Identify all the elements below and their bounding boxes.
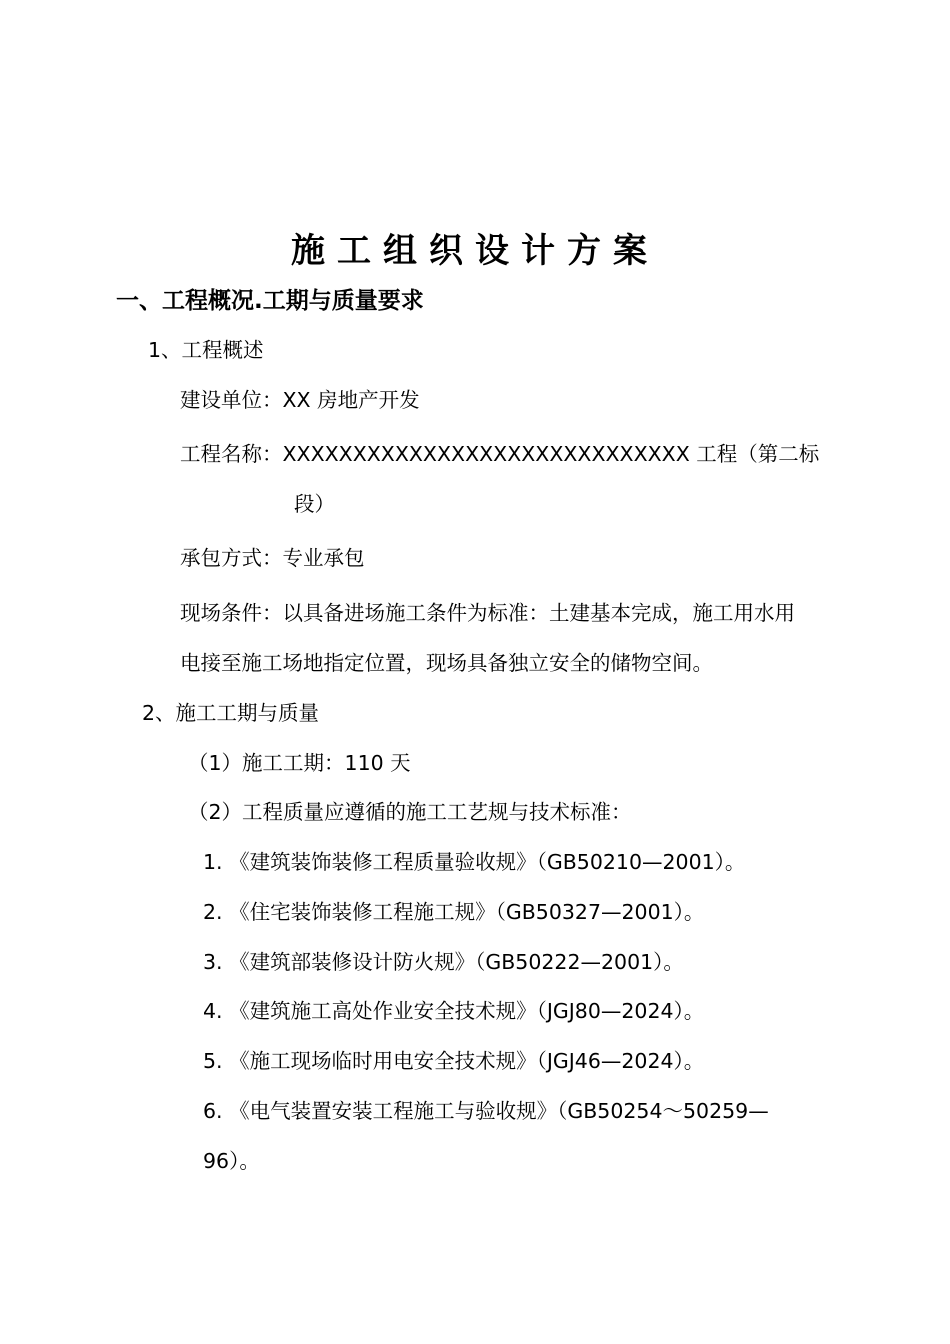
subsection-heading: 1、工程概述	[148, 338, 264, 362]
subsection-heading: 2、施工工期与质量	[142, 701, 320, 725]
field-value: XX 房地产开发	[282, 388, 420, 412]
standard-item: 1. 《建筑装饰装修工程质量验收规》（GB50210—2001）。	[203, 850, 746, 874]
duration-item: （1）施工工期：110 天	[188, 751, 411, 775]
standard-item: 3. 《建筑部装修设计防火规》（GB50222—2001）。	[203, 950, 684, 974]
standard-item: 2. 《住宅装饰装修工程施工规》（GB50327—2001）。	[203, 900, 705, 924]
field-client	[180, 385, 420, 415]
field-site-continued: 电接至施工场地指定位置，现场具备独立安全的储物空间。	[180, 651, 713, 675]
standards-heading: （2）工程质量应遵循的施工工艺规与技术标准：	[188, 800, 632, 824]
field-site	[180, 598, 795, 628]
field-label: 现场条件：	[180, 601, 283, 625]
document-title: 施工组织设计方案	[291, 231, 659, 271]
field-label: 承包方式：	[180, 546, 283, 570]
field-value: 专业承包	[282, 546, 365, 570]
standard-item: 5. 《施工现场临时用电安全技术规》（JGJ46—2024）。	[203, 1049, 705, 1073]
field-project	[180, 439, 819, 469]
field-label: 建设单位：	[180, 388, 283, 412]
section-heading: 一、工程概况.工期与质量要求	[116, 288, 424, 314]
field-contract	[180, 543, 365, 573]
field-project-continued: 段）	[294, 492, 335, 516]
standard-item: 4. 《建筑施工高处作业安全技术规》（JGJ80—2024）。	[203, 999, 705, 1023]
field-value: XXXXXXXXXXXXXXXXXXXXXXXXXXXXX 工程（第二标	[282, 442, 820, 466]
field-label: 工程名称：	[180, 442, 283, 466]
standard-item-continued: 96）。	[203, 1149, 260, 1173]
field-value: 以具备进场施工条件为标准：土建基本完成，施工用水用	[282, 601, 795, 625]
standard-item: 6. 《电气装置安装工程施工与验收规》（GB50254～50259—	[203, 1099, 769, 1123]
